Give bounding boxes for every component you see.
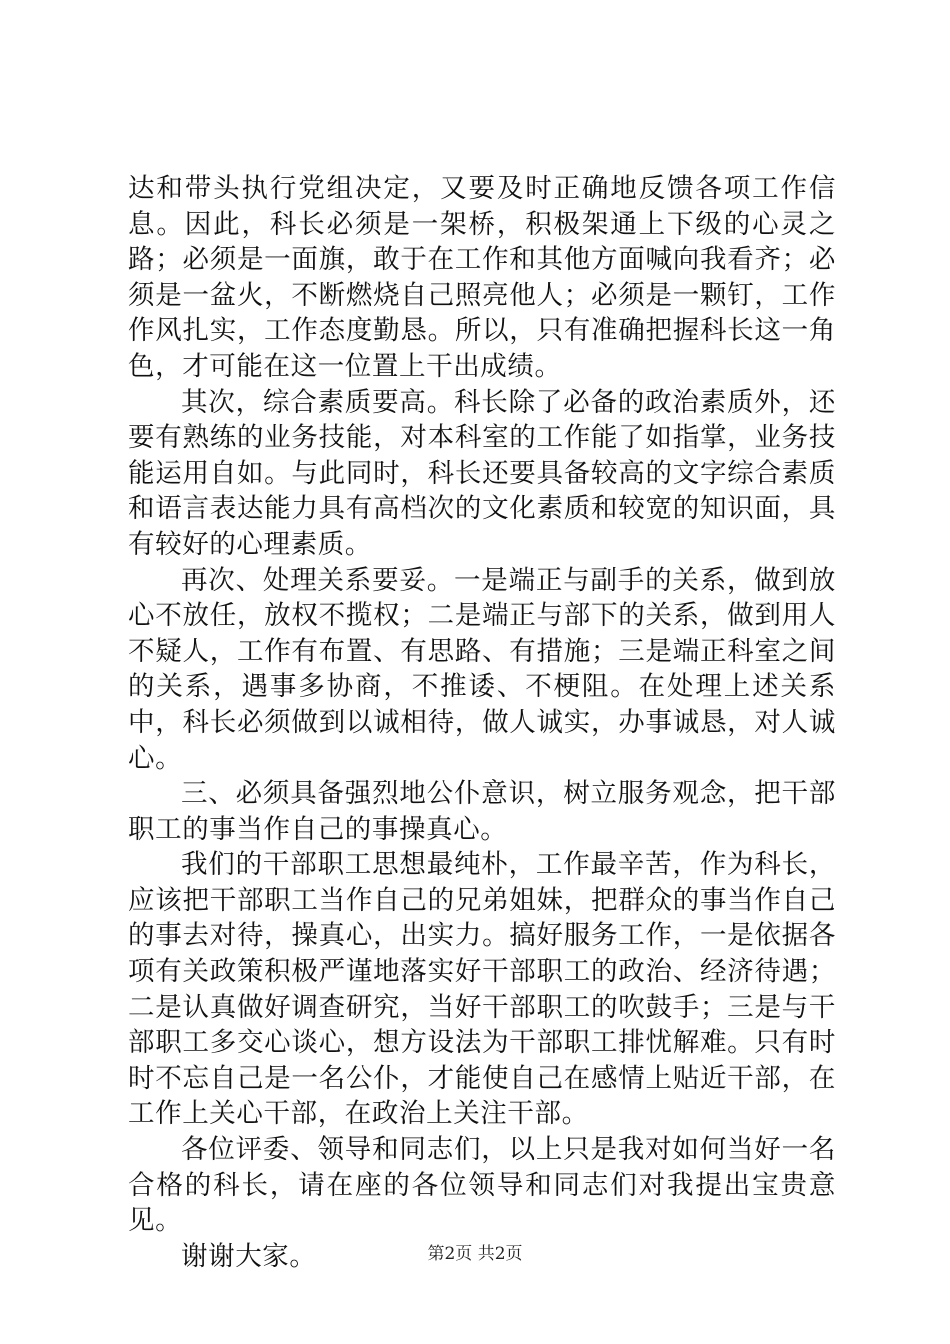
paragraph-relationships: 再次、处理关系要妥。一是端正与副手的关系，做到放心不放任，放权不揽权；二是端正与部下的关系，做到用人不疑人，工作有布置、有思路、有措施；三是端正科室之间的关系，遇事多协商，不推诿、不梗阻。在处理上述关系中，科长必须做到以诚相待，做人诚实，办事诚恳，对人诚心。	[128, 564, 836, 774]
paragraph-overall-quality: 其次，综合素质要高。科长除了必备的政治素质外，还要有熟练的业务技能，对本科室的工作能了如指掌，业务技能运用自如。与此同时，科长还要具备较高的文字综合素质和语言表达能力具有高档次的文化素质和较宽的知识面，具有较好的心理素质。	[128, 386, 836, 560]
page-number-footer: 第2页 共2页	[427, 1244, 523, 1264]
paragraph-service: 我们的干部职工思想最纯朴，工作最辛苦，作为科长，应该把干部职工当作自己的兄弟姐妹，把群众的事当作自己的事去对待，操真心，出实力。搞好服务工作，一是依据各项有关政策积极严谨地落实好干部职工的政治、经济待遇；二是认真做好调查研究，当好干部职工的吹鼓手；三是与干部职工多交心谈心，想方设法为干部职工排忧解难。只有时时不忘自己是一名公仆，才能使自己在感情上贴近干部，在工作上关心干部，在政治上关注干部。	[128, 849, 836, 1130]
paragraph-section-three-heading: 三、必须具备强烈地公仆意识，树立服务观念，把干部职工的事当作自己的事操真心。	[128, 778, 836, 845]
document-body	[128, 171, 836, 1274]
paragraph-thanks: 谢谢大家。	[181, 1240, 317, 1272]
paragraph-closing: 各位评委、领导和同志们，以上只是我对如何当好一名合格的科长，请在座的各位领导和同志们对我提出宝贵意见。	[128, 1134, 836, 1237]
paragraph-continuation: 达和带头执行党组决定，又要及时正确地反馈各项工作信息。因此，科长必须是一架桥，积极架通上下级的心灵之路；必须是一面旗，敢于在工作和其他方面喊向我看齐；必须是一盆火，不断燃烧自己照亮他人；必须是一颗钉，工作作风扎实，工作态度勤恳。所以，只有准确把握科长这一角色，才可能在这一位置上干出成绩。	[128, 173, 836, 382]
